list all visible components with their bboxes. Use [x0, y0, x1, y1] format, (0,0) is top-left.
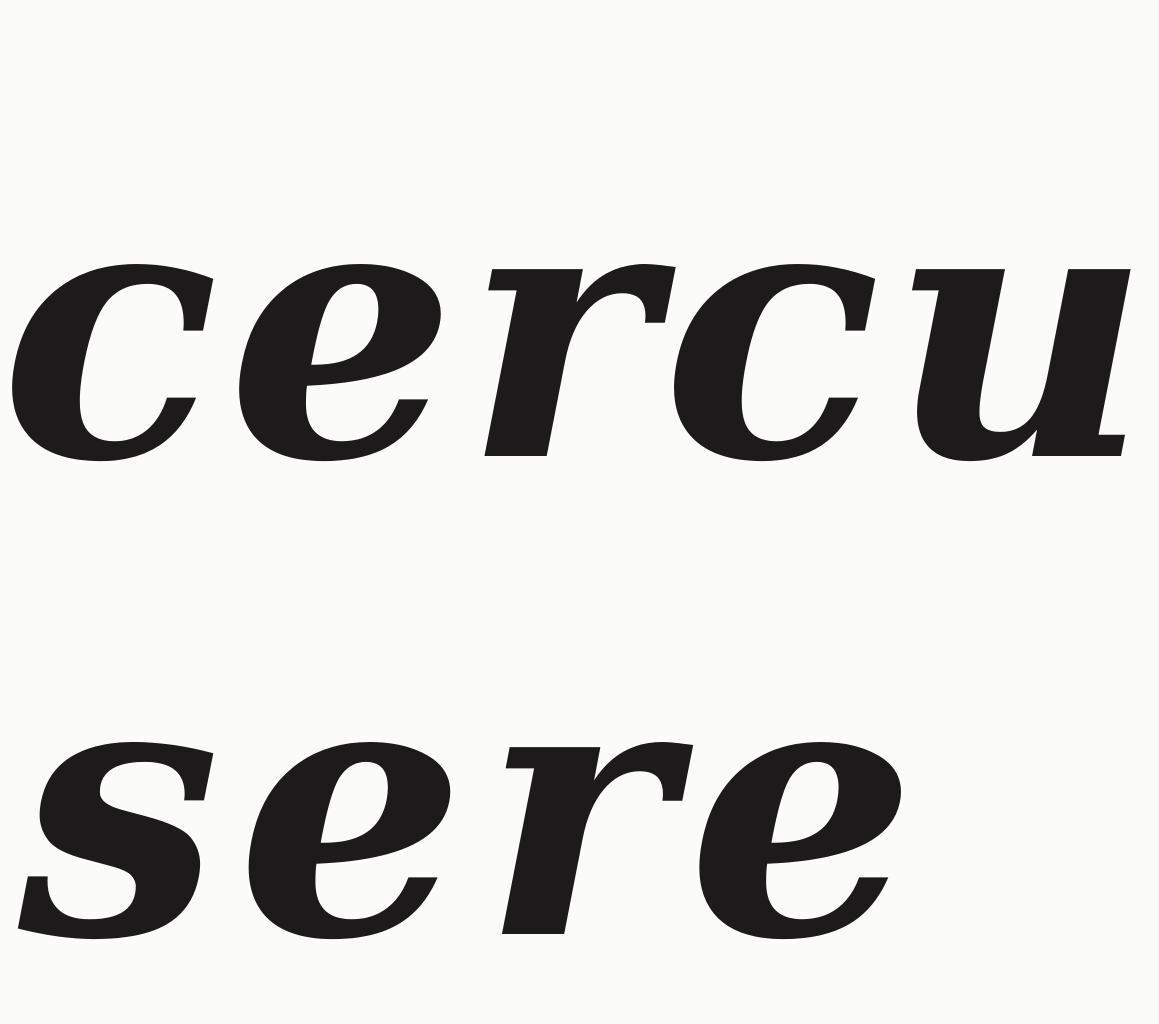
text-line-2: sere: [18, 596, 933, 1019]
text-line-1: cercu: [0, 118, 1159, 541]
